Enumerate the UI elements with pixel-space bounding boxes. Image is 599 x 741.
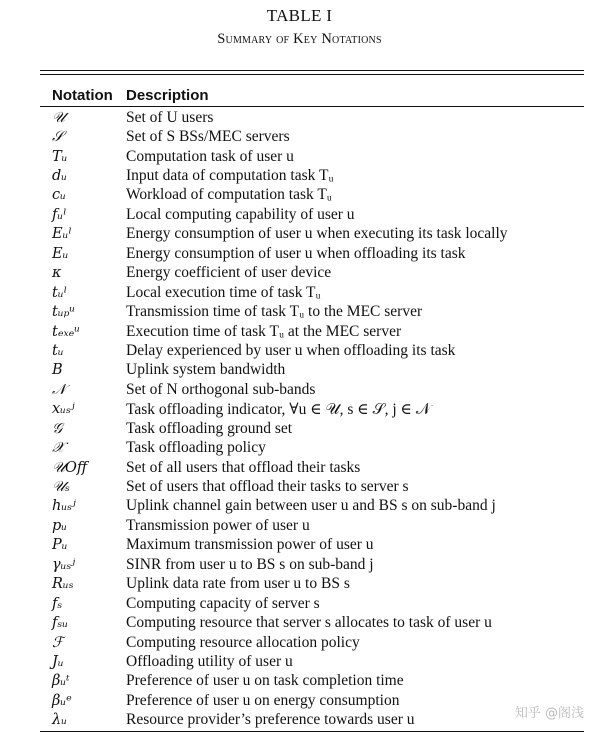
header-notation: Notation <box>52 87 113 104</box>
notation-cell: cᵤ <box>52 187 66 204</box>
notation-cell: Jᵤ <box>52 653 64 670</box>
description-cell: Energy consumption of user u when offloading its task <box>126 244 466 262</box>
table-row <box>40 477 584 496</box>
description-cell: Transmission time of task Tᵤ to the MEC server <box>126 303 423 321</box>
table-row <box>40 341 584 360</box>
description-cell: Set of N orthogonal sub-bands <box>126 380 316 398</box>
table-body <box>40 107 584 731</box>
description-cell: SINR from user u to BS s on sub-band j <box>126 555 374 573</box>
table-title: Summary of Key Notations <box>217 31 382 47</box>
table-row <box>40 516 584 535</box>
notation-cell: 𝒳 <box>52 440 65 457</box>
description-cell: Uplink channel gain between user u and BS s on sub-band j <box>126 497 496 515</box>
notation-cell: tᵤₚᵘ <box>52 304 76 321</box>
notation-cell: βᵤᵉ <box>52 692 72 709</box>
description-cell: Computing resource allocation policy <box>126 633 360 651</box>
notation-cell: 𝒰Off <box>52 459 88 476</box>
table-row <box>40 633 584 652</box>
table-row <box>40 302 584 321</box>
table-row <box>40 127 584 146</box>
description-cell: Offloading utility of user u <box>126 652 293 670</box>
description-cell: Preference of user u on task completion time <box>126 672 404 690</box>
notation-cell: κ <box>52 265 62 282</box>
table-row <box>40 225 584 244</box>
description-cell: Resource provider’s preference towards user u <box>126 711 415 729</box>
notation-cell: dᵤ <box>52 168 68 185</box>
description-cell: Set of all users that offload their tasks <box>126 458 361 476</box>
notation-cell: Eᵤˡ <box>52 226 72 243</box>
table-row <box>40 497 584 516</box>
notation-cell: 𝒢 <box>52 420 63 437</box>
table-row <box>40 108 584 127</box>
description-cell: Maximum transmission power of user u <box>126 536 374 554</box>
notation-cell: pᵤ <box>52 517 68 534</box>
notation-cell: fᵤˡ <box>52 206 67 223</box>
notation-cell: B <box>52 362 63 379</box>
table-row <box>40 711 584 730</box>
table-row <box>40 205 584 224</box>
notation-cell: ℱ <box>52 634 64 651</box>
notation-cell: 𝒰ₛ <box>52 479 70 496</box>
table-row <box>40 283 584 302</box>
notation-cell: Pᵤ <box>52 537 68 554</box>
table-row <box>40 536 584 555</box>
notation-cell: γᵤₛʲ <box>52 556 76 573</box>
table-row <box>40 166 584 185</box>
description-cell: Energy consumption of user u when executing its task locally <box>126 225 508 243</box>
notation-cell: tᵤˡ <box>52 284 68 301</box>
description-cell: Computation task of user u <box>126 147 294 165</box>
table-row <box>40 458 584 477</box>
notation-cell: fₛᵤ <box>52 615 69 632</box>
description-cell: Local computing capability of user u <box>126 205 355 223</box>
table-label: TABLE I <box>266 6 333 25</box>
bottom-rule <box>40 731 584 732</box>
watermark: 知乎 @阁浅 <box>514 706 584 721</box>
notation-cell: Tᵤ <box>52 148 68 165</box>
notation-cell: hᵤₛʲ <box>52 498 76 515</box>
table-row <box>40 400 584 419</box>
notation-cell: tₑₓₑᵘ <box>52 323 80 340</box>
description-cell: Transmission power of user u <box>126 516 310 534</box>
description-cell: Set of S BSs/MEC servers <box>126 128 290 146</box>
notation-cell: 𝒮 <box>52 129 64 146</box>
description-cell: Workload of computation task Tᵤ <box>126 186 332 204</box>
table-row <box>40 380 584 399</box>
description-cell: Set of U users <box>126 108 214 126</box>
notation-cell: Rᵤₛ <box>52 576 74 593</box>
description-cell: Local execution time of task Tᵤ <box>126 283 321 301</box>
table-row <box>40 613 584 632</box>
top-rule-double <box>40 74 584 75</box>
header-description: Description <box>126 87 209 104</box>
description-cell: Uplink data rate from user u to BS s <box>126 575 350 593</box>
description-cell: Uplink system bandwidth <box>126 361 286 379</box>
notation-cell: λᵤ <box>52 712 67 729</box>
table-header <box>40 84 584 106</box>
table-row <box>40 264 584 283</box>
table-row <box>40 361 584 380</box>
description-cell: Delay experienced by user u when offloading its task <box>126 341 456 359</box>
table-row <box>40 419 584 438</box>
description-cell: Computing capacity of server s <box>126 594 320 612</box>
table-row <box>40 652 584 671</box>
notation-cell: 𝒩 <box>52 381 66 398</box>
description-cell: Task offloading policy <box>126 439 266 457</box>
top-rule <box>40 70 584 71</box>
description-cell: Task offloading ground set <box>126 419 293 437</box>
table-row <box>40 594 584 613</box>
table-row <box>40 438 584 457</box>
description-cell: Preference of user u on energy consumption <box>126 691 400 709</box>
description-cell: Execution time of task Tᵤ at the MEC server <box>126 322 402 340</box>
notation-cell: xᵤₛʲ <box>52 401 75 418</box>
table-row <box>40 555 584 574</box>
table-row <box>40 672 584 691</box>
description-cell: Set of users that offload their tasks to server s <box>126 478 409 496</box>
table-row <box>40 691 584 710</box>
table-row <box>40 186 584 205</box>
table-caption <box>0 6 599 48</box>
description-cell: Task offloading indicator, ∀u ∈ 𝒰, s ∈ 𝒮, j ∈ 𝒩 <box>126 400 431 418</box>
notation-table <box>40 70 584 732</box>
description-cell: Computing resource that server s allocates to task of user u <box>126 614 492 632</box>
notation-cell: tᵤ <box>52 342 64 359</box>
notation-cell: Eᵤ <box>52 245 69 262</box>
notation-cell: fₛ <box>52 595 63 612</box>
table-row <box>40 244 584 263</box>
notation-cell: βᵤᵗ <box>52 673 70 690</box>
table-row <box>40 147 584 166</box>
table-row <box>40 575 584 594</box>
description-cell: Input data of computation task Tᵤ <box>126 167 334 185</box>
description-cell: Energy coefficient of user device <box>126 264 332 282</box>
table-row <box>40 322 584 341</box>
notation-cell: 𝒰 <box>52 109 66 126</box>
